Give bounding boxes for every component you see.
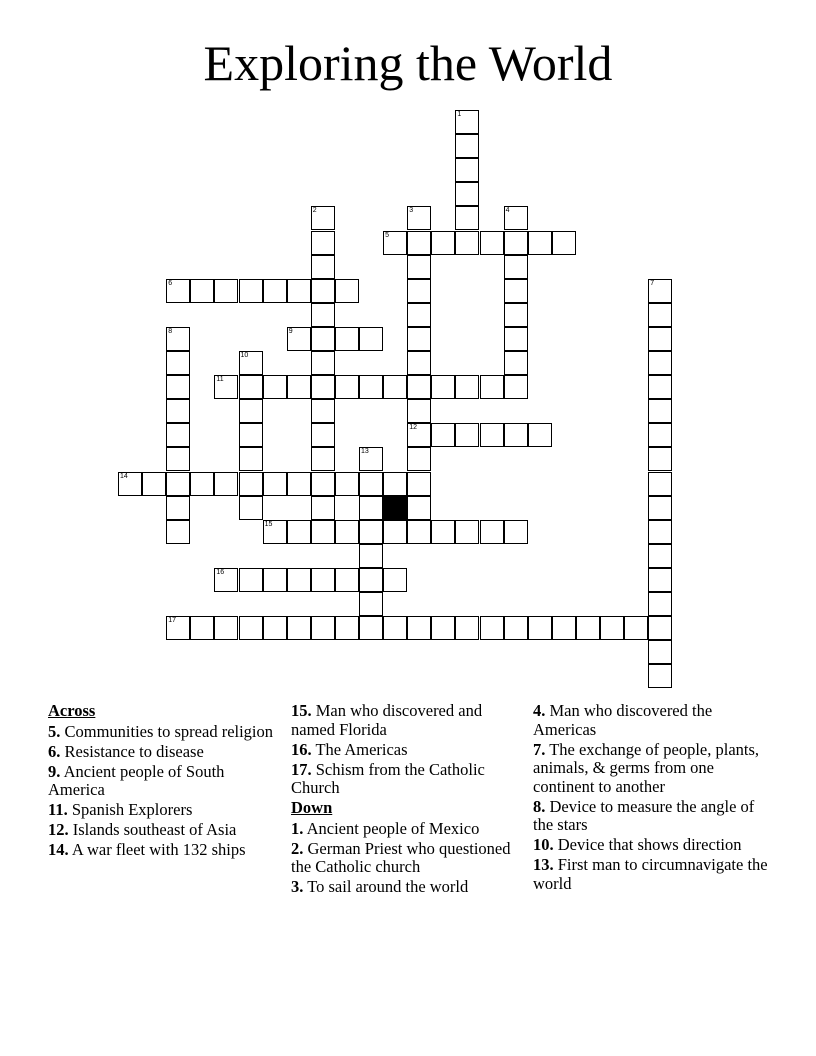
grid-cell[interactable] xyxy=(455,110,479,134)
grid-cell[interactable] xyxy=(455,206,479,230)
grid-cell[interactable] xyxy=(214,568,238,592)
clue-text: Man who discovered the Americas xyxy=(533,701,713,739)
grid-cell[interactable] xyxy=(239,351,263,375)
grid-cell[interactable] xyxy=(648,375,672,399)
grid-cell[interactable] xyxy=(263,375,287,399)
grid-cell[interactable] xyxy=(648,496,672,520)
grid-cell[interactable] xyxy=(648,327,672,351)
grid-cell[interactable] xyxy=(648,616,672,640)
grid-cell[interactable] xyxy=(407,375,431,399)
cell-number: 17 xyxy=(168,617,176,625)
clue-text: The Americas xyxy=(315,739,408,759)
grid-cell[interactable] xyxy=(311,231,335,255)
grid-cell[interactable] xyxy=(383,616,407,640)
clue-across-9[interactable] xyxy=(48,763,280,800)
grid-cell[interactable] xyxy=(648,351,672,375)
grid-cell[interactable] xyxy=(480,616,504,640)
grid-cell[interactable] xyxy=(287,520,311,544)
clue-text: Ancient people of South America xyxy=(48,761,225,799)
grid-cell[interactable] xyxy=(455,423,479,447)
grid-cell[interactable] xyxy=(239,375,263,399)
grid-cell[interactable] xyxy=(480,231,504,255)
grid-cell[interactable] xyxy=(166,279,190,303)
grid-cell[interactable] xyxy=(311,206,335,230)
grid-cell[interactable] xyxy=(335,472,359,496)
grid-cell[interactable] xyxy=(287,375,311,399)
clue-number: 9. xyxy=(48,761,61,781)
clue-number: 2. xyxy=(291,838,304,858)
clue-down-13[interactable] xyxy=(533,856,773,893)
grid-cell[interactable] xyxy=(359,447,383,471)
grid-cell[interactable] xyxy=(648,664,672,688)
clue-column-1 xyxy=(48,702,280,861)
grid-cell[interactable] xyxy=(166,520,190,544)
grid-cell[interactable] xyxy=(359,544,383,568)
grid-cell[interactable] xyxy=(552,616,576,640)
grid-cell[interactable] xyxy=(600,616,624,640)
grid-cell[interactable] xyxy=(552,231,576,255)
grid-cell[interactable] xyxy=(407,303,431,327)
clue-number: 6. xyxy=(48,741,61,761)
clue-across-14[interactable] xyxy=(48,841,280,860)
grid-cell[interactable] xyxy=(504,231,528,255)
grid-cell[interactable] xyxy=(335,375,359,399)
grid-cell[interactable] xyxy=(166,616,190,640)
grid-cell[interactable] xyxy=(311,255,335,279)
cell-number: 5 xyxy=(385,231,389,239)
cell-number: 8 xyxy=(168,327,173,335)
grid-cell[interactable] xyxy=(504,423,528,447)
clue-text: A war fleet with 132 ships xyxy=(71,840,246,859)
grid-cell[interactable] xyxy=(383,472,407,496)
grid-cell[interactable] xyxy=(190,472,214,496)
grid-cell[interactable] xyxy=(214,279,238,303)
grid-cell[interactable] xyxy=(214,616,238,640)
cell-number: 7 xyxy=(650,279,655,287)
clue-number: 16. xyxy=(291,739,312,759)
clue-column-3 xyxy=(533,702,773,895)
grid-cell[interactable] xyxy=(648,520,672,544)
grid-cell[interactable] xyxy=(239,279,263,303)
grid-cell[interactable] xyxy=(166,447,190,471)
grid-cell[interactable] xyxy=(311,303,335,327)
grid-cell[interactable] xyxy=(576,616,600,640)
grid-cell[interactable] xyxy=(263,520,287,544)
grid-cell[interactable] xyxy=(648,592,672,616)
clue-across-11[interactable] xyxy=(48,801,280,820)
grid-cell[interactable] xyxy=(648,303,672,327)
grid-cell[interactable] xyxy=(311,375,335,399)
grid-cell[interactable] xyxy=(239,399,263,423)
grid-cell[interactable] xyxy=(431,616,455,640)
clue-number: 7. xyxy=(533,739,546,759)
cell-number: 16 xyxy=(216,568,225,576)
clue-across-12[interactable] xyxy=(48,821,280,840)
grid-cell[interactable] xyxy=(431,231,455,255)
grid-cell[interactable] xyxy=(311,279,335,303)
grid-cell[interactable] xyxy=(383,375,407,399)
grid-cell[interactable] xyxy=(624,616,648,640)
grid-cell[interactable] xyxy=(648,399,672,423)
grid-cell[interactable] xyxy=(455,158,479,182)
cell-number: 14 xyxy=(120,472,128,480)
grid-cell[interactable] xyxy=(431,375,455,399)
cell-number: 9 xyxy=(288,327,293,335)
grid-cell[interactable] xyxy=(214,472,238,496)
grid-cell[interactable] xyxy=(263,279,287,303)
clue-across-15[interactable] xyxy=(291,702,523,739)
clue-number: 1. xyxy=(291,818,304,838)
grid-cell[interactable] xyxy=(383,231,407,255)
grid-cell[interactable] xyxy=(359,520,383,544)
cell-number: 11 xyxy=(216,376,224,384)
grid-cell[interactable] xyxy=(263,472,287,496)
clue-text: Islands southeast of Asia xyxy=(72,820,237,839)
grid-cell[interactable] xyxy=(287,279,311,303)
grid-cell[interactable] xyxy=(311,447,335,471)
grid-cell[interactable] xyxy=(504,279,528,303)
cell-number: 2 xyxy=(312,207,317,215)
grid-cell[interactable] xyxy=(455,375,479,399)
grid-cell[interactable] xyxy=(311,472,335,496)
puzzle-title: Exploring the World xyxy=(203,35,613,91)
grid-cell[interactable] xyxy=(504,255,528,279)
grid-cell[interactable] xyxy=(648,472,672,496)
grid-cell[interactable] xyxy=(311,520,335,544)
grid-cell[interactable] xyxy=(407,279,431,303)
clue-down-3[interactable] xyxy=(291,878,523,897)
grid-cell[interactable] xyxy=(311,423,335,447)
clue-text: Man who discovered and named Florida xyxy=(291,701,483,739)
clue-number: 8. xyxy=(533,796,546,816)
cell-number: 3 xyxy=(409,207,414,215)
grid-cell[interactable] xyxy=(239,616,263,640)
clue-number: 10. xyxy=(533,835,554,854)
grid-cell[interactable] xyxy=(239,423,263,447)
clue-text: Spanish Explorers xyxy=(71,800,193,819)
grid-cell[interactable] xyxy=(504,351,528,375)
grid-cell[interactable] xyxy=(142,472,166,496)
clue-text: Device to measure the angle of the stars xyxy=(533,796,755,834)
grid-cell[interactable] xyxy=(166,496,190,520)
grid-cell[interactable] xyxy=(263,616,287,640)
grid-cell[interactable] xyxy=(287,616,311,640)
grid-cell[interactable] xyxy=(383,568,407,592)
grid-cell[interactable] xyxy=(287,568,311,592)
grid-cell[interactable] xyxy=(407,327,431,351)
grid-cell[interactable] xyxy=(166,399,190,423)
clue-number: 15. xyxy=(291,701,312,720)
grid-cell[interactable] xyxy=(166,351,190,375)
grid-cell[interactable] xyxy=(359,327,383,351)
grid-cell[interactable] xyxy=(504,327,528,351)
clue-text: To sail around the world xyxy=(307,877,469,896)
grid-cell[interactable] xyxy=(407,423,431,447)
grid-cell[interactable] xyxy=(455,182,479,206)
clue-text: The exchange of people, plants, animals, & germs from one continent to another xyxy=(533,739,760,796)
grid-cell[interactable] xyxy=(335,520,359,544)
grid-cell[interactable] xyxy=(166,327,190,351)
black-square xyxy=(383,496,407,520)
clue-down-10[interactable] xyxy=(533,836,773,855)
grid-cell[interactable] xyxy=(648,447,672,471)
clue-across-6[interactable] xyxy=(48,743,280,762)
grid-cell[interactable] xyxy=(528,231,552,255)
grid-cell[interactable] xyxy=(648,423,672,447)
clue-text: Communities to spread religion xyxy=(64,721,274,741)
grid-cell[interactable] xyxy=(504,375,528,399)
clue-text: Resistance to disease xyxy=(64,741,204,761)
grid-cell[interactable] xyxy=(431,520,455,544)
grid-cell[interactable] xyxy=(311,496,335,520)
clue-text: Schism from the Catholic Church xyxy=(291,759,485,797)
clue-number: 3. xyxy=(291,877,304,896)
grid-cell[interactable] xyxy=(359,472,383,496)
grid-cell[interactable] xyxy=(480,423,504,447)
clue-number: 13. xyxy=(533,855,554,874)
cell-number: 15 xyxy=(264,520,273,528)
grid-cell[interactable] xyxy=(455,520,479,544)
clue-down-4[interactable] xyxy=(533,702,773,739)
grid-cell[interactable] xyxy=(359,592,383,616)
clue-down-2[interactable] xyxy=(291,840,523,877)
down-heading: Down xyxy=(291,798,333,817)
cell-number: 4 xyxy=(505,207,510,215)
clue-across-5[interactable] xyxy=(48,723,280,742)
grid-cell[interactable] xyxy=(407,472,431,496)
clue-number: 11. xyxy=(48,800,68,819)
grid-cell[interactable] xyxy=(239,472,263,496)
clue-text: German Priest who questioned the Catholic church xyxy=(291,838,511,876)
cell-number: 1 xyxy=(457,111,462,118)
grid-cell[interactable] xyxy=(480,520,504,544)
cell-number: 10 xyxy=(240,352,249,359)
grid-cell[interactable] xyxy=(504,520,528,544)
clue-down-7[interactable] xyxy=(533,741,773,797)
clue-number: 14. xyxy=(48,840,69,859)
cell-number: 13 xyxy=(361,448,369,456)
grid-cell[interactable] xyxy=(455,616,479,640)
across-heading: Across xyxy=(48,701,96,720)
grid-cell[interactable] xyxy=(407,255,431,279)
grid-cell[interactable] xyxy=(407,496,431,520)
grid-cell[interactable] xyxy=(118,472,142,496)
grid-cell[interactable] xyxy=(335,279,359,303)
grid-cell[interactable] xyxy=(407,206,431,230)
grid-cell[interactable] xyxy=(455,134,479,158)
grid-cell[interactable] xyxy=(190,279,214,303)
grid-cell[interactable] xyxy=(166,375,190,399)
clue-column-2 xyxy=(291,702,523,898)
grid-cell[interactable] xyxy=(335,568,359,592)
clue-down-8[interactable] xyxy=(533,798,773,835)
clue-number: 17. xyxy=(291,759,312,779)
grid-cell[interactable] xyxy=(528,616,552,640)
grid-cell[interactable] xyxy=(166,472,190,496)
grid-cell[interactable] xyxy=(407,616,431,640)
grid-cell[interactable] xyxy=(214,375,238,399)
grid-cell[interactable] xyxy=(239,447,263,471)
grid-cell[interactable] xyxy=(359,496,383,520)
clue-number: 5. xyxy=(48,721,61,741)
grid-cell[interactable] xyxy=(335,327,359,351)
grid-cell[interactable] xyxy=(383,520,407,544)
grid-cell[interactable] xyxy=(311,327,335,351)
grid-cell[interactable] xyxy=(407,231,431,255)
grid-cell[interactable] xyxy=(287,327,311,351)
grid-cell[interactable] xyxy=(407,447,431,471)
grid-cell[interactable] xyxy=(311,568,335,592)
grid-cell[interactable] xyxy=(648,544,672,568)
grid-cell[interactable] xyxy=(359,616,383,640)
clue-number: 4. xyxy=(533,701,546,720)
cell-number: 6 xyxy=(168,279,173,287)
grid-cell[interactable] xyxy=(504,303,528,327)
grid-cell[interactable] xyxy=(359,568,383,592)
grid-cell[interactable] xyxy=(480,375,504,399)
grid-cell[interactable] xyxy=(431,423,455,447)
clue-text: First man to circumnavigate the world xyxy=(533,855,768,893)
clue-across-16[interactable] xyxy=(291,741,523,760)
grid-cell[interactable] xyxy=(455,231,479,255)
grid-cell[interactable] xyxy=(287,472,311,496)
cell-number: 12 xyxy=(409,424,417,432)
grid-cell[interactable] xyxy=(311,351,335,375)
clue-number: 12. xyxy=(48,820,69,839)
grid-cell[interactable] xyxy=(407,351,431,375)
clue-text: Ancient people of Mexico xyxy=(306,818,480,838)
grid-cell[interactable] xyxy=(359,375,383,399)
grid-cell[interactable] xyxy=(239,496,263,520)
clue-across-17[interactable] xyxy=(291,761,523,798)
grid-cell[interactable] xyxy=(311,616,335,640)
grid-cell[interactable] xyxy=(407,399,431,423)
grid-cell[interactable] xyxy=(190,616,214,640)
grid-cell[interactable] xyxy=(239,568,263,592)
grid-cell[interactable] xyxy=(504,206,528,230)
grid-cell[interactable] xyxy=(504,616,528,640)
grid-cell[interactable] xyxy=(648,568,672,592)
grid-cell[interactable] xyxy=(528,423,552,447)
grid-cell[interactable] xyxy=(263,568,287,592)
clue-text: Device that shows direction xyxy=(557,835,742,854)
grid-cell[interactable] xyxy=(648,640,672,664)
grid-cell[interactable] xyxy=(407,520,431,544)
grid-cell[interactable] xyxy=(335,616,359,640)
grid-cell[interactable] xyxy=(311,399,335,423)
grid-cell[interactable] xyxy=(166,423,190,447)
grid-cell[interactable] xyxy=(648,279,672,303)
clue-down-1[interactable] xyxy=(291,820,523,839)
